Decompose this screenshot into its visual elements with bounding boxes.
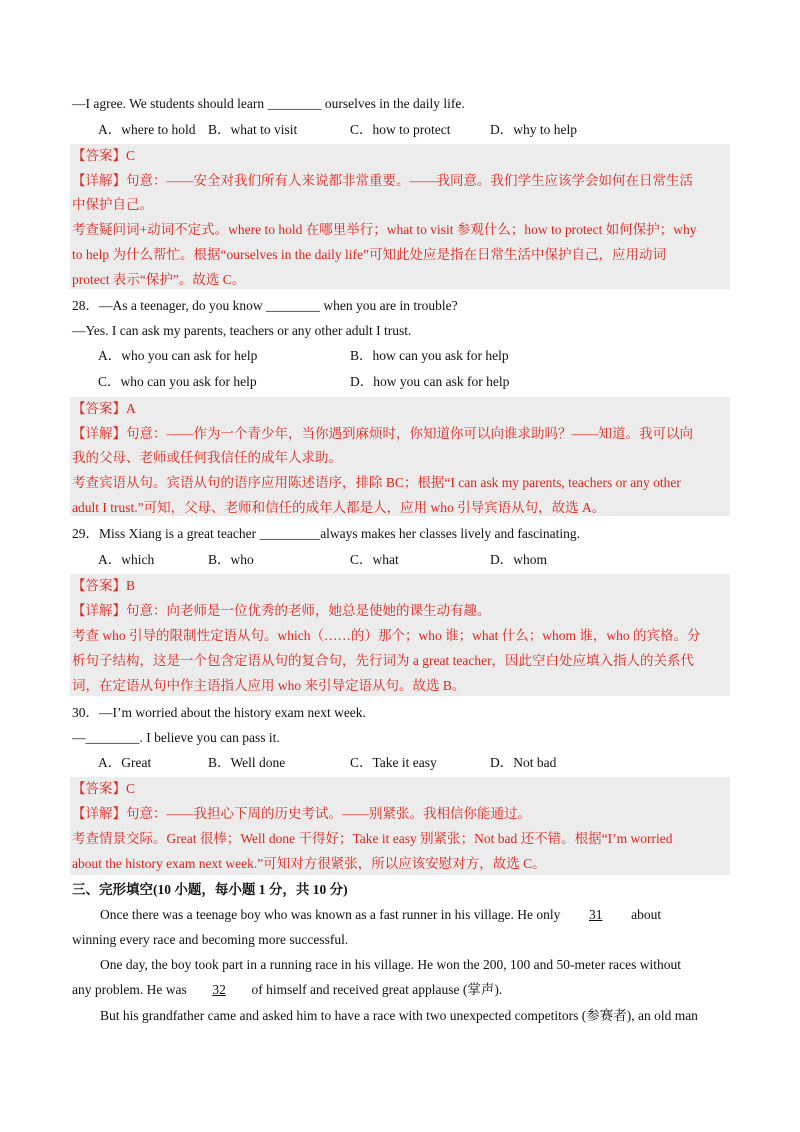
- q27-option-c[interactable]: C．how to protect: [350, 122, 451, 137]
- cloze-p2-text-c: of himself and received great applause (掌声).: [251, 982, 503, 997]
- q30-stem: 30．—I’m worried about the history exam next week.: [72, 705, 366, 720]
- q28-detail-1: 【详解】句意：——作为一个青少年，当你遇到麻烦时，你知道你可以向谁求助吗？——知道。我可以向: [72, 426, 693, 441]
- answer-tag: 【答案】: [72, 578, 126, 593]
- q29-detail-3: 析句子结构，这是一个包含定语从句的复合句，先行词为 a great teacher，因此空白处应填入指人的关系代: [72, 653, 695, 668]
- answer-letter: A: [126, 401, 136, 416]
- q28-option-c[interactable]: C．who can you ask for help: [98, 374, 257, 389]
- cloze-p1-text-b: about: [631, 907, 662, 922]
- q29-answer: [72, 577, 728, 595]
- cloze-paragraph-1: [72, 906, 728, 924]
- answer-tag: 【答案】: [72, 148, 126, 163]
- q29-detail-4: 词，在定语从句中作主语指人应用 who 来引导定语从句。故选 B。: [72, 678, 466, 693]
- q27-detail-5: protect 表示“保护”。故选 C。: [72, 272, 246, 287]
- q27-detail-2: 中保护自己。: [72, 197, 153, 212]
- q30-option-d[interactable]: D．Not bad: [490, 755, 557, 770]
- answer-tag: 【答案】: [72, 401, 126, 416]
- answer-tag: 【答案】: [72, 781, 126, 796]
- q27-detail-4: to help 为什么帮忙。根据“ourselves in the daily life”可知此处应是指在日常生活中保护自己，应用动词: [72, 247, 666, 262]
- q27-option-d[interactable]: D．why to help: [490, 122, 577, 137]
- q27-detail-1: 【详解】句意：——安全对我们所有人来说都非常重要。——我同意。我们学生应该学会如何在日常生活: [72, 173, 693, 188]
- q30-option-a[interactable]: A．Great: [98, 755, 152, 770]
- q29-detail-2: 考查 who 引导的限制性定语从句。which（……的）那个；who 谁；what 什么；whom 谁，who 的宾格。分: [72, 628, 701, 643]
- answer-letter: C: [126, 781, 136, 796]
- cloze-paragraph-2: One day, the boy took part in a running race in his village. He won the 200, 100 and 50-meter races without: [100, 957, 681, 972]
- q30-stem-reply: —________. I believe you can pass it.: [72, 730, 280, 745]
- q28-option-a[interactable]: A．who you can ask for help: [98, 348, 258, 363]
- q27-answer-box: [70, 144, 730, 289]
- q28-stem-reply: —Yes. I can ask my parents, teachers or any other adult I trust.: [72, 323, 412, 338]
- q28-detail-2: 我的父母、老师或任何我信任的成年人求助。: [72, 450, 342, 465]
- q28-detail-3: 考查宾语从句。宾语从句的语序应用陈述语序，排除 BC；根据“I can ask my parents, teachers or any other: [72, 475, 681, 490]
- q30-detail-3: about the history exam next week.”可知对方很紧张，所以应该安慰对方，故选 C。: [72, 856, 546, 871]
- cloze-p1-cont: winning every race and becoming more successful.: [72, 932, 349, 947]
- q29-stem: 29．Miss Xiang is a great teacher _________always makes her classes lively and fascinating.: [72, 526, 580, 541]
- q27-option-b[interactable]: B．what to visit: [208, 122, 298, 137]
- q27-stem: —I agree. We students should learn ________ ourselves in the daily life.: [72, 96, 465, 111]
- q28-option-b[interactable]: B．how can you ask for help: [350, 348, 509, 363]
- answer-letter: B: [126, 578, 136, 593]
- q29-option-a[interactable]: A．which: [98, 552, 155, 567]
- q29-option-d[interactable]: D．whom: [490, 552, 547, 567]
- q30-detail-2: 考查情景交际。Great 很棒；Well done 干得好；Take it easy 别紧张；Not bad 还不错。根据“I’m worried: [72, 831, 673, 846]
- q27-option-a[interactable]: A．where to hold: [98, 122, 196, 137]
- q30-option-c[interactable]: C．Take it easy: [350, 755, 437, 770]
- cloze-p2-cont: [72, 981, 728, 999]
- cloze-blank-32[interactable]: 32: [212, 982, 226, 997]
- cloze-blank-31[interactable]: 31: [588, 907, 603, 922]
- cloze-p2-text-b: any problem. He was: [72, 982, 187, 997]
- q29-option-b[interactable]: B．who: [208, 552, 254, 567]
- cloze-paragraph-3: But his grandfather came and asked him to have a race with two unexpected competitors (参赛者), an old man: [100, 1008, 698, 1023]
- q30-answer: [72, 780, 728, 798]
- q27-answer: [72, 147, 728, 165]
- q28-answer: [72, 400, 728, 418]
- q28-option-d[interactable]: D．how you can ask for help: [350, 374, 510, 389]
- q29-detail-1: 【详解】句意：向老师是一位优秀的老师，她总是使她的课生动有趣。: [72, 603, 491, 618]
- q27-detail-3: 考查疑问词+动词不定式。where to hold 在哪里举行；what to visit 参观什么；how to protect 如何保护；why: [72, 222, 697, 237]
- q30-detail-1: 【详解】句意：——我担心下周的历史考试。——别紧张。我相信你能通过。: [72, 806, 531, 821]
- cloze-p1-text-a: Once there was a teenage boy who was known as a fast runner in his village. He only: [100, 907, 561, 922]
- q29-option-c[interactable]: C．what: [350, 552, 399, 567]
- q30-option-b[interactable]: B．Well done: [208, 755, 286, 770]
- answer-letter: C: [126, 148, 136, 163]
- q28-detail-4: adult I trust.”可知，父母、老师和信任的成年人都是人，应用 who 引导宾语从句，故选 A。: [72, 500, 606, 515]
- section-title: 三、完形填空(10 小题，每小题 1 分，共 10 分): [72, 882, 348, 897]
- q28-stem: 28．—As a teenager, do you know ________ when you are in trouble?: [72, 298, 458, 313]
